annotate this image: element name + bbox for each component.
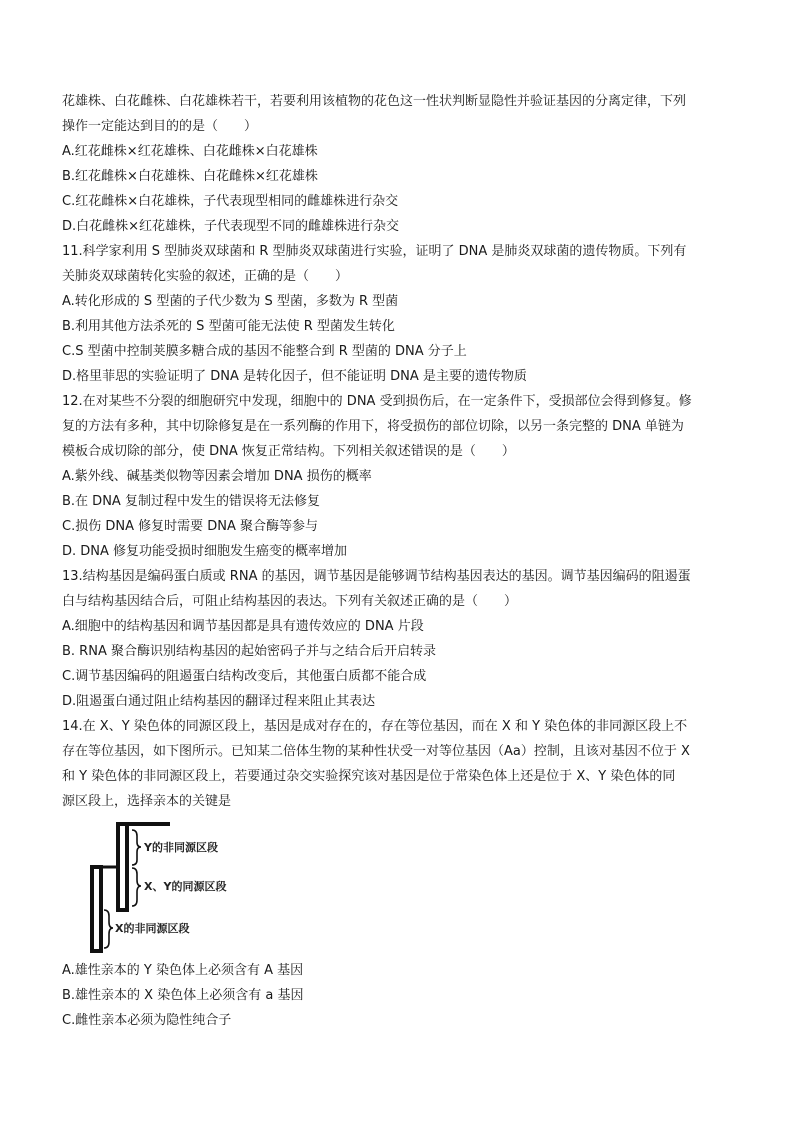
q14-stem-line: 14.在 X、Y 染色体的同源区段上，基因是成对存在的，存在等位基因，而在 X 和 Y 染色体的非同源区段上不 — [62, 719, 688, 734]
q12-stem-line: 12.在对某些不分裂的细胞研究中发现，细胞中的 DNA 受到损伤后，在一定条件下，受损部位会得到修复。修 — [62, 394, 692, 409]
q13-option-a: A.细胞中的结构基因和调节基因都是具有遗传效应的 DNA 片段 — [62, 619, 424, 634]
q14-stem-line: 和 Y 染色体的非同源区段上，若要通过杂交实验探究该对基因是位于常染色体上还是位于 X、Y 染色体的同 — [62, 769, 676, 784]
q12-option-a: A.紫外线、碱基类似物等因素会增加 DNA 损伤的概率 — [62, 469, 372, 484]
q10-option-c: C.红花雌株×白花雄株，子代表现型相同的雌雄株进行杂交 — [62, 194, 399, 209]
q14-stem-line: 源区段上，选择亲本的关键是 — [62, 794, 232, 809]
q13-stem-line: 白与结构基因结合后，可阻止结构基因的表达。下列有关叙述正确的是（ ） — [62, 594, 518, 609]
q10-stem-line: 操作一定能达到目的的是（ ） — [62, 119, 258, 134]
q12-stem-line: 模板合成切除的部分，使 DNA 恢复正常结构。下列相关叙述错误的是（ ） — [62, 444, 515, 459]
q12-stem-line: 复的方法有多种，其中切除修复是在一系列酶的作用下，将受损伤的部位切除，以另一条完整的 DNA 单链为 — [62, 419, 684, 434]
brace-x-nonhomologous — [104, 910, 113, 948]
brace-y-nonhomologous — [132, 830, 141, 865]
q14-stem-line: 存在等位基因，如下图所示。已知某二倍体生物的某种性状受一对等位基因（Aa）控制，且该对基因不位于 X — [62, 744, 690, 759]
chromosome-svg — [82, 812, 262, 955]
q13-option-d: D.阻遏蛋白通过阻止结构基因的翻译过程来阻止其表达 — [62, 694, 376, 709]
q12-option-b: B.在 DNA 复制过程中发生的错误将无法修复 — [62, 494, 320, 509]
x-chromosome — [92, 867, 101, 951]
q14-options — [62, 958, 734, 1033]
q12-option-d: D. DNA 修复功能受损时细胞发生癌变的概率增加 — [62, 544, 348, 559]
brace-homologous — [132, 868, 141, 906]
q11-option-d: D.格里菲思的实验证明了 DNA 是转化因子，但不能证明 DNA 是主要的遗传物质 — [62, 369, 527, 384]
q11-option-b: B.利用其他方法杀死的 S 型菌可能无法使 R 型菌发生转化 — [62, 319, 395, 334]
q10-option-a: A.红花雌株×红花雄株、白花雌株×白花雄株 — [62, 144, 318, 159]
q13-option-b: B. RNA 聚合酶识别结构基因的起始密码子并与之结合后开启转录 — [62, 644, 436, 659]
q11-stem-line: 关肺炎双球菌转化实验的叙述，正确的是（ ） — [62, 269, 349, 284]
q11-stem-line: 11.科学家利用 S 型肺炎双球菌和 R 型肺炎双球菌进行实验，证明了 DNA 是肺炎双球菌的遗传物质。下列有 — [62, 244, 687, 259]
q10-option-b: B.红花雌株×白花雄株、白花雌株×红花雄株 — [62, 169, 318, 184]
q13-option-c: C.调节基因编码的阻遏蛋白结构改变后，其他蛋白质都不能合成 — [62, 669, 427, 684]
q13-stem-line: 13.结构基因是编码蛋白质或 RNA 的基因，调节基因是能够调节结构基因表达的基因。调节基因编码的阻遏蛋 — [62, 569, 691, 584]
q10-option-d: D.白花雌株×红花雄株，子代表现型不同的雌雄株进行杂交 — [62, 219, 400, 234]
q10-stem-line: 花雄株、白花雌株、白花雄株若干，若要利用该植物的花色这一性状判断显隐性并验证基因的分离定律，下列 — [62, 94, 687, 109]
label-homologous: X、Y的同源区段 — [144, 880, 227, 893]
q11-option-a: A.转化形成的 S 型菌的子代少数为 S 型菌，多数为 R 型菌 — [62, 294, 399, 309]
label-x-nonhomologous: X的非同源区段 — [115, 922, 190, 935]
q14-option-b: B.雄性亲本的 X 染色体上必须含有 a 基因 — [62, 988, 304, 1003]
label-y-nonhomologous: Y的非同源区段 — [144, 841, 218, 854]
q14-option-c: C.雌性亲本必须为隐性纯合子 — [62, 1013, 232, 1028]
question-text-block — [62, 89, 734, 814]
q12-option-c: C.损伤 DNA 修复时需要 DNA 聚合酶等参与 — [62, 519, 318, 534]
xy-chromosome-diagram — [82, 812, 262, 955]
q11-option-c: C.S 型菌中控制荚膜多糖合成的基因不能整合到 R 型菌的 DNA 分子上 — [62, 344, 467, 359]
y-chromosome — [118, 824, 127, 910]
q14-option-a: A.雄性亲本的 Y 染色体上必须含有 A 基因 — [62, 963, 304, 978]
